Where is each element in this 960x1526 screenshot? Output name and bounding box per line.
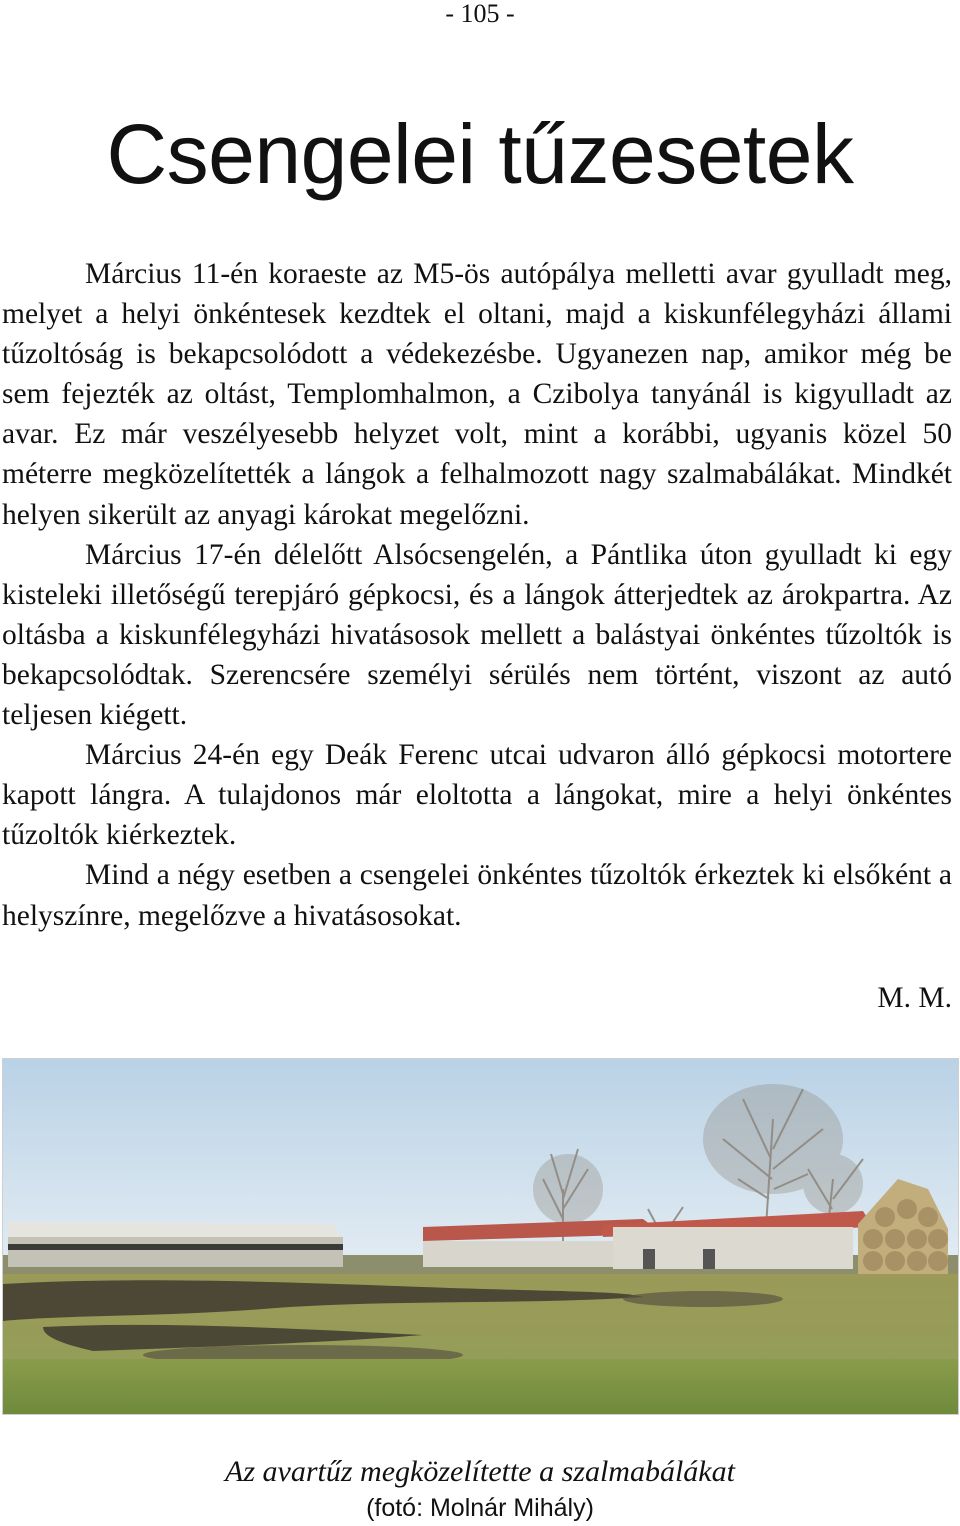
article-paragraph: Március 24-én egy Deák Ferenc utcai udvaron álló gépkocsi motortere kapott lángra. A tulajdonos már eloltotta a lángokat, mire a helyi önkéntes tűzoltók kiérkeztek.	[2, 739, 952, 852]
article-body	[2, 254, 952, 936]
article-paragraph: Március 17-én délelőtt Alsócsengelén, a Pántlika úton gyulladt ki egy kisteleki illetőségű terepjáró gépkocsi, és a lángok átterjedtek az árokpartra. Az oltásba a kiskunfélegyházi hivatásosok mellett a balástyai önkéntes tűzoltók is bekapcsolódtak. Szerencsére személyi sérülés nem történt, viszont az autó teljesen kiégett.	[2, 538, 952, 732]
page-number: - 105 -	[445, 0, 515, 28]
photo-credit: (fotó: Molnár Mihály)	[366, 1494, 594, 1522]
photo-caption: Az avartűz megközelítette a szalmabálákat	[225, 1455, 735, 1488]
article-title: Csengelei tűzesetek	[106, 107, 854, 201]
photo-burnt-field	[2, 1058, 959, 1415]
article-paragraph: Mind a négy esetben a csengelei önkéntes tűzoltók érkeztek ki elsőként a helyszínre, megelőzve a hivatásosokat.	[2, 859, 952, 932]
author-signature: M. M.	[877, 982, 952, 1014]
article-paragraph: Március 11-én koraeste az M5-ös autópálya melletti avar gyulladt meg, melyet a helyi önkéntesek kezdtek el oltani, majd a kiskunfélegyházi állami tűzoltóság is bekapcsolódott a védekezésbe. Ugyanezen nap, amikor még be sem fejezték az oltást, Templomhalmon, a Czibolya tanyánál is kigyulladt az avar. Ez már veszélyesebb helyzet volt, mint a korábbi, ugyanis közel 50 méterre megközelítették a lángok a felhalmozott nagy szalmabálákat. Mindkét helyen sikerült az anyagi károkat megelőzni.	[2, 258, 952, 531]
